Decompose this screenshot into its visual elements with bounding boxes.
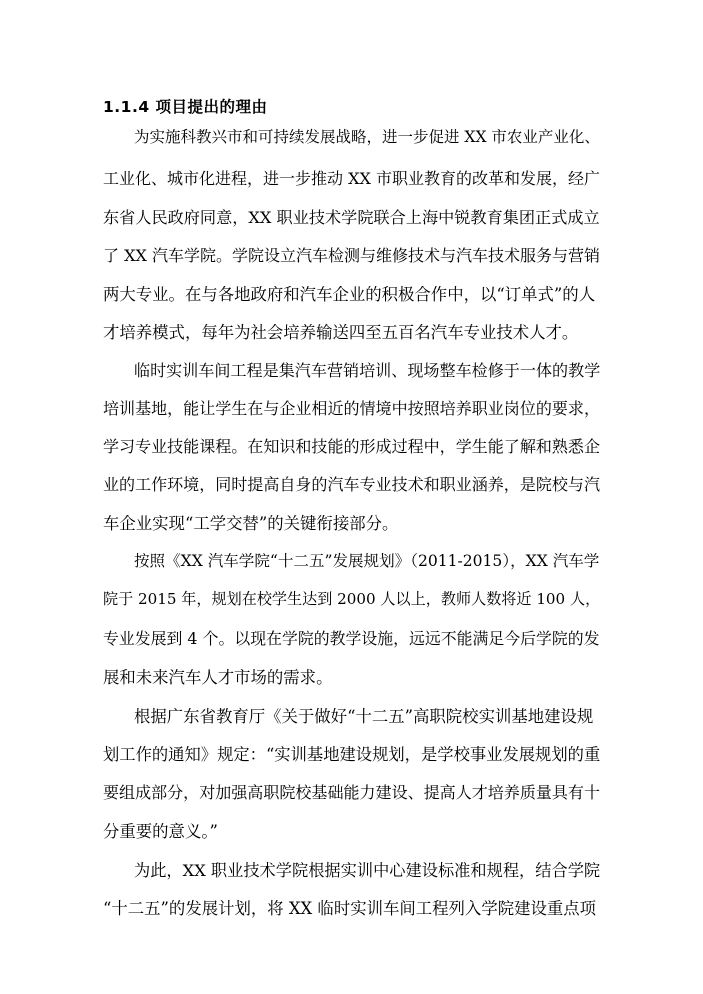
paragraph-line: 学习专业技能课程。在知识和技能的形成过程中，学生能了解和熟悉企 [103,437,600,456]
paragraph-line: 临时实训车间工程是集汽车营销培训、现场整车检修于一体的教学 [134,361,601,380]
paragraph-line: 工业化、城市化进程，进一步推动 XX 市职业教育的改革和发展，经广 [103,169,600,188]
paragraph-line: 按照《XX 汽车学院“十二五”发展规划》（2011-2015），XX 汽车学 [134,552,600,570]
paragraph-line: 专业发展到 4 个。以现在学院的教学设施，远远不能满足今后学院的发 [103,629,600,648]
paragraph-line: 才培养模式，每年为社会培养输送四至五百名汽车专业技术人才。 [103,323,579,342]
paragraph-line: 根据广东省教育厅《关于做好“十二五”高职院校实训基地建设规 [134,707,594,726]
paragraph-line: 院于 2015 年，规划在校学生达到 2000 人以上，教师人数将近 100 人， [103,590,601,608]
paragraph-line: 东省人民政府同意，XX 职业技术学院联合上海中锐教育集团正式成立 [103,208,600,227]
paragraph-line: 车企业实现“工学交替”的关键衔接部分。 [103,514,399,533]
paragraph-line: 要组成部分，对加强高职院校基础能力建设、提高人才培养质量具有十 [103,783,600,802]
paragraph-line: 了 XX 汽车学院。学院设立汽车检测与维修技术与汽车技术服务与营销 [103,246,600,265]
paragraph-line: 为此，XX 职业技术学院根据实训中心建设标准和规程，结合学院 [134,861,601,880]
paragraph-line: 两大专业。在与各地政府和汽车企业的积极合作中，以“订单式”的人 [103,285,596,304]
paragraph-line: 培训基地，能让学生在与企业相近的情境中按照培养职业岗位的要求， [103,399,600,418]
paragraph-line: 分重要的意义。” [103,822,218,841]
paragraph-line: 划工作的通知》规定：“实训基地建设规划，是学校事业发展规划的重 [103,745,601,764]
paragraph-line: 展和未来汽车人才市场的需求。 [103,668,333,687]
paragraph-line: 为实施科教兴市和可持续发展战略，进一步促进 XX 市农业产业化、 [134,128,600,146]
paragraph-line: 业的工作环境，同时提高自身的汽车专业技术和职业涵养，是院校与汽 [103,475,600,494]
section-heading: 1.1.4 项目提出的理由 [103,98,268,116]
paragraph-line: “十二五”的发展计划，将 XX 临时实训车间工程列入学院建设重点项 [103,899,597,918]
